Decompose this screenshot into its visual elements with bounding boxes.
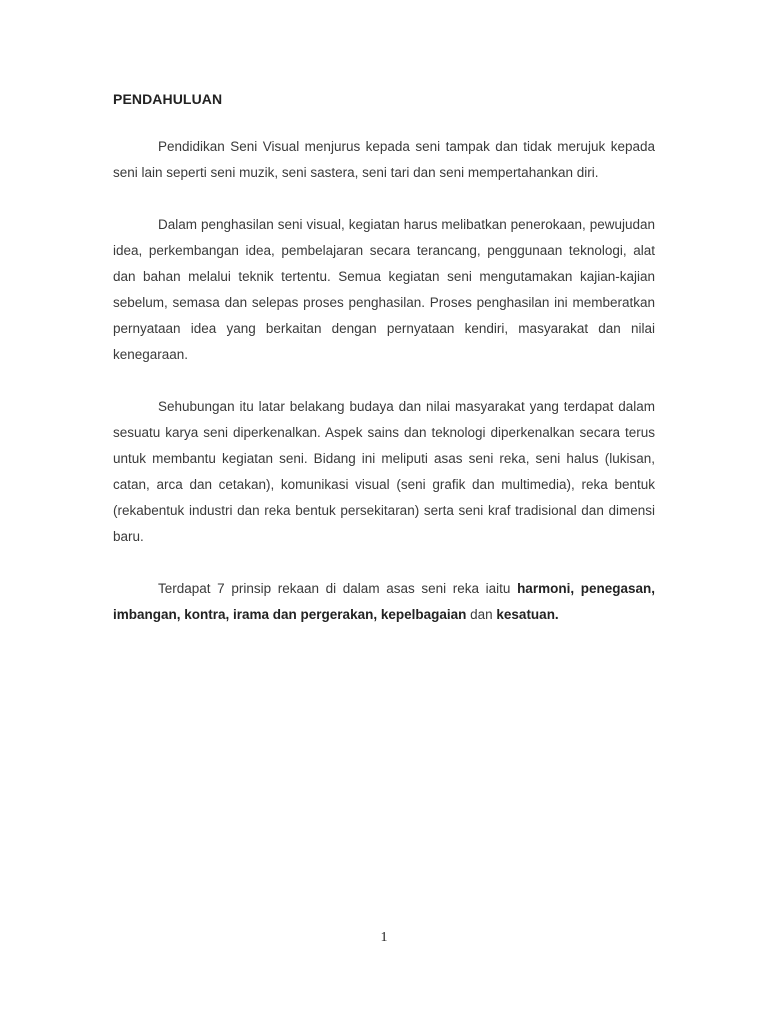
paragraph-4-principles: harmoni, penegasan, imbangan, kontra, irama dan pergerakan, kepelbagaian — [113, 581, 655, 622]
paragraph-2: Dalam penghasilan seni visual, kegiatan harus melibatkan penerokaan, pewujudan idea, perkembangan idea, pembelajaran secara terancang, penggunaan teknologi, alat dan bahan melalui teknik tertentu. Semua kegiatan seni mengutamakan kajian-kajian sebelum, semasa dan selepas proses penghasilan. Proses penghasilan ini memberatkan pernyataan idea yang berkaitan dengan pernyataan kendiri, masyarakat dan nilai kenegaraan. — [113, 217, 655, 362]
paragraph-4 — [113, 576, 655, 628]
page-number: 1 — [380, 930, 388, 945]
paragraph-1: Pendidikan Seni Visual menjurus kepada seni tampak dan tidak merujuk kepada seni lain seperti seni muzik, seni sastera, seni tari dan seni mempertahankan diri. — [113, 139, 655, 180]
section-heading: PENDAHULUAN — [113, 91, 223, 107]
document-body — [113, 88, 655, 654]
paragraph-4-connector: dan — [466, 607, 497, 622]
paragraph-4-intro: Terdapat 7 prinsip rekaan di dalam asas seni reka iaitu — [158, 581, 518, 596]
paragraph-3: Sehubungan itu latar belakang budaya dan nilai masyarakat yang terdapat dalam sesuatu karya seni diperkenalkan. Aspek sains dan teknologi diperkenalkan secara terus untuk membantu kegiatan seni. Bidang ini meliputi asas seni reka, seni halus (lukisan, catan, arca dan cetakan), komunikasi visual (seni grafik dan multimedia), reka bentuk (rekabentuk industri dan reka bentuk persekitaran) serta seni kraf tradisional dan dimensi baru. — [113, 399, 655, 544]
paragraph-4-last-principle: kesatuan. — [496, 607, 559, 622]
